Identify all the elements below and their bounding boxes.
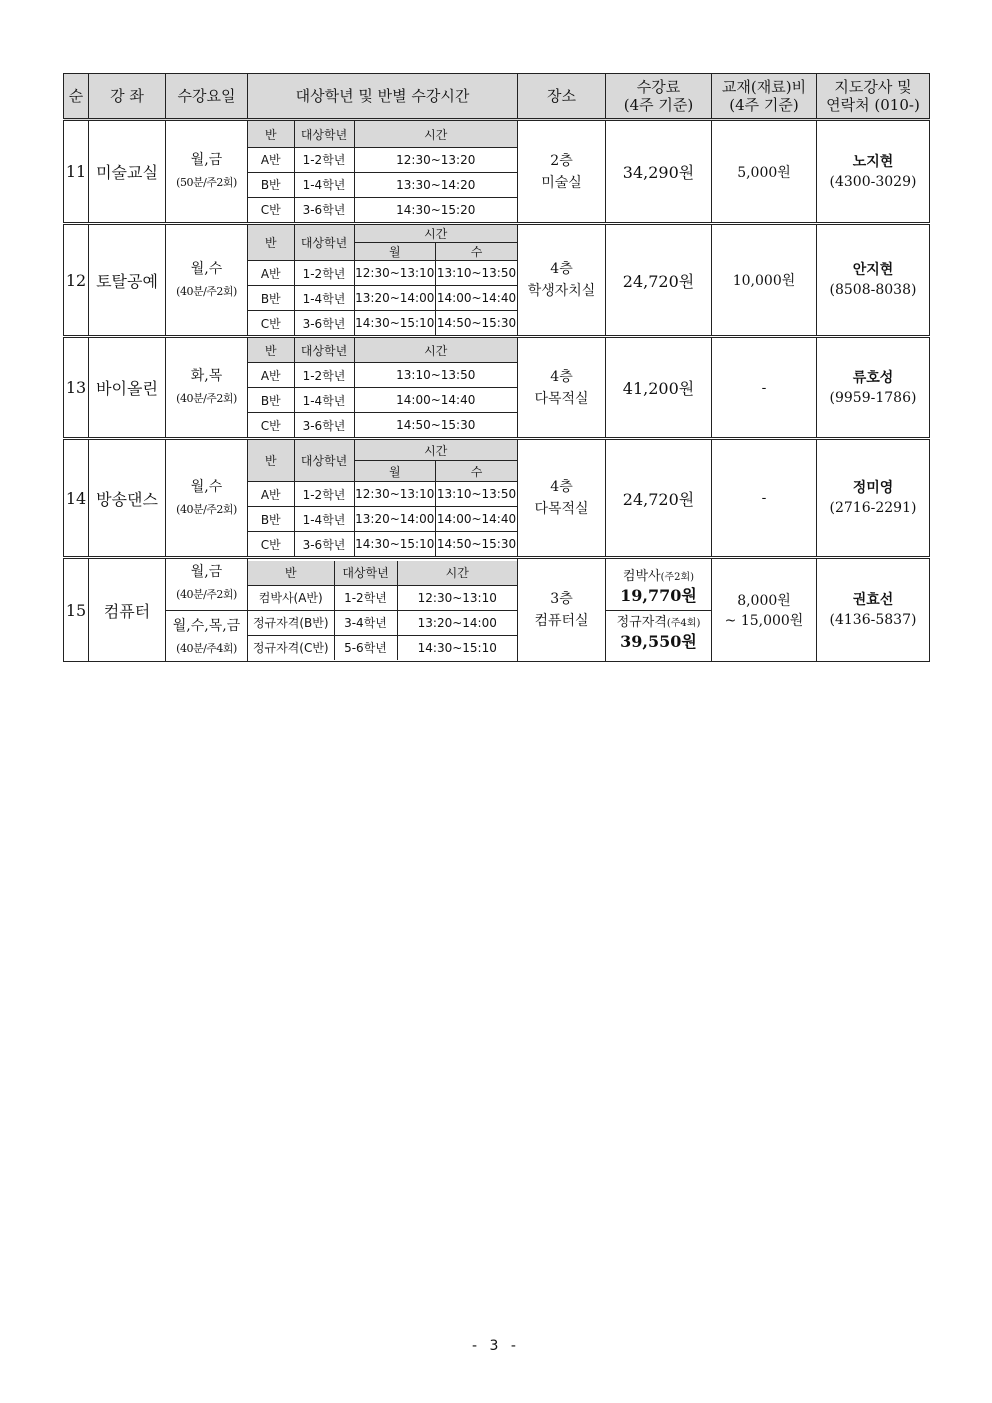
schedule-row <box>248 147 517 172</box>
course-place <box>518 337 606 439</box>
days-text: 화,목 <box>190 368 223 384</box>
schedule-row <box>248 635 517 660</box>
instructor-name: 노지현 <box>852 153 894 170</box>
course-num: 13 <box>64 337 89 439</box>
class-name: A반 <box>248 363 294 388</box>
fee-a-label: 컴박사 <box>622 568 661 584</box>
course-row-12 <box>64 224 930 337</box>
schedule-row <box>248 388 517 413</box>
header-material <box>712 74 817 120</box>
fee-b-label: 정규자격 <box>616 614 667 630</box>
fee-b-value: 39,550원 <box>620 631 697 651</box>
course-row-14 <box>64 439 930 558</box>
days-note-a: (40분/주2회) <box>176 587 237 601</box>
sub-header-class: 반 <box>248 225 294 261</box>
course-fee <box>606 558 712 662</box>
sub-header-class: 반 <box>248 440 294 482</box>
header-course: 강 좌 <box>89 74 166 120</box>
class-time-mon: 12:30~13:10 <box>354 482 436 507</box>
course-num: 14 <box>64 439 89 558</box>
schedule-table <box>248 440 517 556</box>
course-material: 10,000원 <box>712 224 817 337</box>
class-grade: 1-2학년 <box>334 585 397 610</box>
course-instructor <box>817 224 930 337</box>
sub-header-mon: 월 <box>354 461 436 482</box>
class-name: 정규자격(B반) <box>248 610 334 635</box>
class-grade: 5-6학년 <box>334 635 397 660</box>
sub-header-time: 시간 <box>354 338 517 363</box>
sub-header-time: 시간 <box>354 121 517 147</box>
place-room: 다목적실 <box>534 501 589 517</box>
instructor-name: 안지현 <box>852 262 894 278</box>
class-time-wed: 14:50~15:30 <box>436 532 518 557</box>
schedule-table <box>248 225 517 335</box>
course-row-13 <box>64 337 930 439</box>
header-fee-line2: (4주 기준) <box>623 96 694 114</box>
schedule-row <box>248 413 517 438</box>
schedule-table <box>248 121 517 222</box>
class-grade: 3-6학년 <box>294 311 354 336</box>
schedule-row <box>248 363 517 388</box>
course-name: 컴퓨터 <box>89 558 166 662</box>
header-fee <box>606 74 712 120</box>
schedule-row <box>248 507 517 532</box>
schedule-cell <box>248 558 518 662</box>
days-text: 월,금 <box>190 152 223 168</box>
course-place <box>518 224 606 337</box>
class-grade: 1-2학년 <box>294 261 354 286</box>
class-grade: 3-6학년 <box>294 197 354 222</box>
course-fee: 24,720원 <box>606 224 712 337</box>
schedule-row <box>248 197 517 222</box>
sub-header-grade: 대상학년 <box>294 225 354 261</box>
fee-a-value: 19,770원 <box>620 585 697 605</box>
instructor-phone: (9959-1786) <box>829 389 917 406</box>
class-time: 13:20~14:00 <box>397 610 517 635</box>
course-days <box>166 439 248 558</box>
header-material-line2: (4주 기준) <box>729 96 799 114</box>
class-grade: 1-2학년 <box>294 363 354 388</box>
class-time-wed: 13:10~13:50 <box>436 261 518 286</box>
class-grade: 3-6학년 <box>294 532 354 557</box>
sub-header-grade: 대상학년 <box>294 440 354 482</box>
course-material: - <box>712 337 817 439</box>
course-instructor <box>817 337 930 439</box>
class-time-wed: 14:50~15:30 <box>436 311 518 336</box>
header-instructor-line1: 지도강사 및 <box>834 78 912 96</box>
instructor-name: 권효선 <box>852 592 894 608</box>
course-instructor <box>817 120 930 224</box>
course-num: 12 <box>64 224 89 337</box>
place-room: 학생자치실 <box>527 283 596 299</box>
course-place <box>518 120 606 224</box>
header-place: 장소 <box>518 74 606 120</box>
class-grade: 1-2학년 <box>294 482 354 507</box>
header-fee-line1: 수강료 <box>636 78 681 96</box>
class-time: 14:50~15:30 <box>354 413 517 438</box>
class-time-mon: 14:30~15:10 <box>354 311 436 336</box>
course-place <box>518 439 606 558</box>
header-instructor-line2: 연락처 (010-) <box>826 96 920 114</box>
schedule-row <box>248 532 517 557</box>
instructor-phone: (4136-5837) <box>829 612 917 628</box>
schedule-cell <box>248 224 518 337</box>
class-name: B반 <box>248 286 294 311</box>
schedule-cell <box>248 120 518 224</box>
page-number: - 3 - <box>472 1338 520 1354</box>
course-row-11 <box>64 120 930 224</box>
header-schedule: 대상학년 및 반별 수강시간 <box>248 74 518 120</box>
course-fee: 41,200원 <box>606 337 712 439</box>
sub-header-class: 반 <box>248 561 334 586</box>
header-instructor <box>817 74 930 120</box>
class-time: 12:30~13:10 <box>397 585 517 610</box>
class-grade: 3-4학년 <box>334 610 397 635</box>
class-time: 13:30~14:20 <box>354 172 517 197</box>
sub-header-mon: 월 <box>354 243 436 261</box>
days-note: (40분/주2회) <box>176 284 237 298</box>
sub-header-time: 시간 <box>354 225 517 243</box>
place-floor: 2층 <box>550 152 573 169</box>
class-name: A반 <box>248 147 294 172</box>
schedule-cell <box>248 439 518 558</box>
course-num: 15 <box>64 558 89 662</box>
course-row-15 <box>64 558 930 662</box>
sub-header-time: 시간 <box>354 440 517 461</box>
header-days: 수강요일 <box>166 74 248 120</box>
header-material-line1: 교재(재료)비 <box>721 78 807 96</box>
days-note-b: (40분/주4회) <box>176 641 237 655</box>
schedule-row <box>248 585 517 610</box>
schedule-table <box>248 561 517 660</box>
place-floor: 4층 <box>550 368 573 385</box>
class-time: 12:30~13:20 <box>354 147 517 172</box>
class-grade: 1-4학년 <box>294 507 354 532</box>
class-time: 14:30~15:10 <box>397 635 517 660</box>
class-name: B반 <box>248 507 294 532</box>
class-time: 13:10~13:50 <box>354 363 517 388</box>
class-time: 14:00~14:40 <box>354 388 517 413</box>
course-name: 방송댄스 <box>89 439 166 558</box>
class-name: 컴박사(A반) <box>248 585 334 610</box>
header-row <box>64 74 930 120</box>
schedule-row <box>248 286 517 311</box>
instructor-name: 류호성 <box>852 369 894 386</box>
class-time-mon: 12:30~13:10 <box>354 261 436 286</box>
instructor-phone: (8508-8038) <box>829 282 917 298</box>
days-note: (50분/주2회) <box>176 176 237 189</box>
course-days <box>166 224 248 337</box>
fee-b-note: (주4회) <box>666 617 701 629</box>
course-name: 토탈공예 <box>89 224 166 337</box>
class-name: 정규자격(C반) <box>248 635 334 660</box>
course-name: 바이올린 <box>89 337 166 439</box>
schedule-cell <box>248 337 518 439</box>
class-grade: 1-2학년 <box>294 147 354 172</box>
place-room: 컴퓨터실 <box>534 613 589 629</box>
class-time-wed: 13:10~13:50 <box>436 482 518 507</box>
course-days <box>166 337 248 439</box>
class-grade: 1-4학년 <box>294 286 354 311</box>
course-fee: 34,290원 <box>606 120 712 224</box>
sub-header-grade: 대상학년 <box>294 121 354 147</box>
place-room: 다목적실 <box>534 390 589 407</box>
course-material: - <box>712 439 817 558</box>
days-text: 월,수 <box>190 260 223 277</box>
course-instructor <box>817 558 930 662</box>
program-table <box>63 73 930 662</box>
class-grade: 1-4학년 <box>294 172 354 197</box>
course-instructor <box>817 439 930 558</box>
class-time-mon: 13:20~14:00 <box>354 286 436 311</box>
sub-header-grade: 대상학년 <box>334 561 397 586</box>
place-floor: 4층 <box>550 261 573 277</box>
class-name: C반 <box>248 413 294 438</box>
class-name: A반 <box>248 261 294 286</box>
class-grade: 3-6학년 <box>294 413 354 438</box>
class-name: C반 <box>248 311 294 336</box>
course-name: 미술교실 <box>89 120 166 224</box>
class-name: B반 <box>248 172 294 197</box>
sub-header-wed: 수 <box>436 461 518 482</box>
place-floor: 4층 <box>550 479 573 495</box>
course-num: 11 <box>64 120 89 224</box>
course-material: 5,000원 <box>712 120 817 224</box>
days-text-a: 월,금 <box>190 563 223 580</box>
place-room: 미술실 <box>541 174 582 191</box>
material-line1: 8,000원 <box>737 593 791 609</box>
class-name: C반 <box>248 197 294 222</box>
class-name: C반 <box>248 532 294 557</box>
class-grade: 1-4학년 <box>294 388 354 413</box>
sub-header-time: 시간 <box>397 561 517 586</box>
days-text-b: 월,수,목,금 <box>172 617 241 634</box>
class-time-wed: 14:00~14:40 <box>436 286 518 311</box>
course-material <box>712 558 817 662</box>
class-time-mon: 14:30~15:10 <box>354 532 436 557</box>
header-num: 순 <box>64 74 89 120</box>
class-name: A반 <box>248 482 294 507</box>
schedule-table <box>248 338 517 437</box>
material-line2: ~ 15,000원 <box>724 613 804 629</box>
sub-header-class: 반 <box>248 121 294 147</box>
schedule-row <box>248 482 517 507</box>
sub-header-class: 반 <box>248 338 294 363</box>
schedule-row <box>248 261 517 286</box>
course-days <box>166 558 248 662</box>
days-note: (40분/주2회) <box>176 392 237 405</box>
sub-header-wed: 수 <box>436 243 518 261</box>
place-floor: 3층 <box>550 591 573 607</box>
schedule-row <box>248 610 517 635</box>
course-place <box>518 558 606 662</box>
course-fee: 24,720원 <box>606 439 712 558</box>
days-text: 월,수 <box>190 478 223 495</box>
class-name: B반 <box>248 388 294 413</box>
schedule-row <box>248 172 517 197</box>
instructor-phone: (4300-3029) <box>829 173 917 190</box>
instructor-name: 정미영 <box>852 480 894 496</box>
course-days <box>166 120 248 224</box>
class-time-wed: 14:00~14:40 <box>436 507 518 532</box>
instructor-phone: (2716-2291) <box>829 500 917 516</box>
sub-header-grade: 대상학년 <box>294 338 354 363</box>
days-note: (40분/주2회) <box>176 502 237 516</box>
class-time-mon: 13:20~14:00 <box>354 507 436 532</box>
fee-a-note: (주2회) <box>660 571 695 583</box>
schedule-row <box>248 311 517 336</box>
class-time: 14:30~15:20 <box>354 197 517 222</box>
